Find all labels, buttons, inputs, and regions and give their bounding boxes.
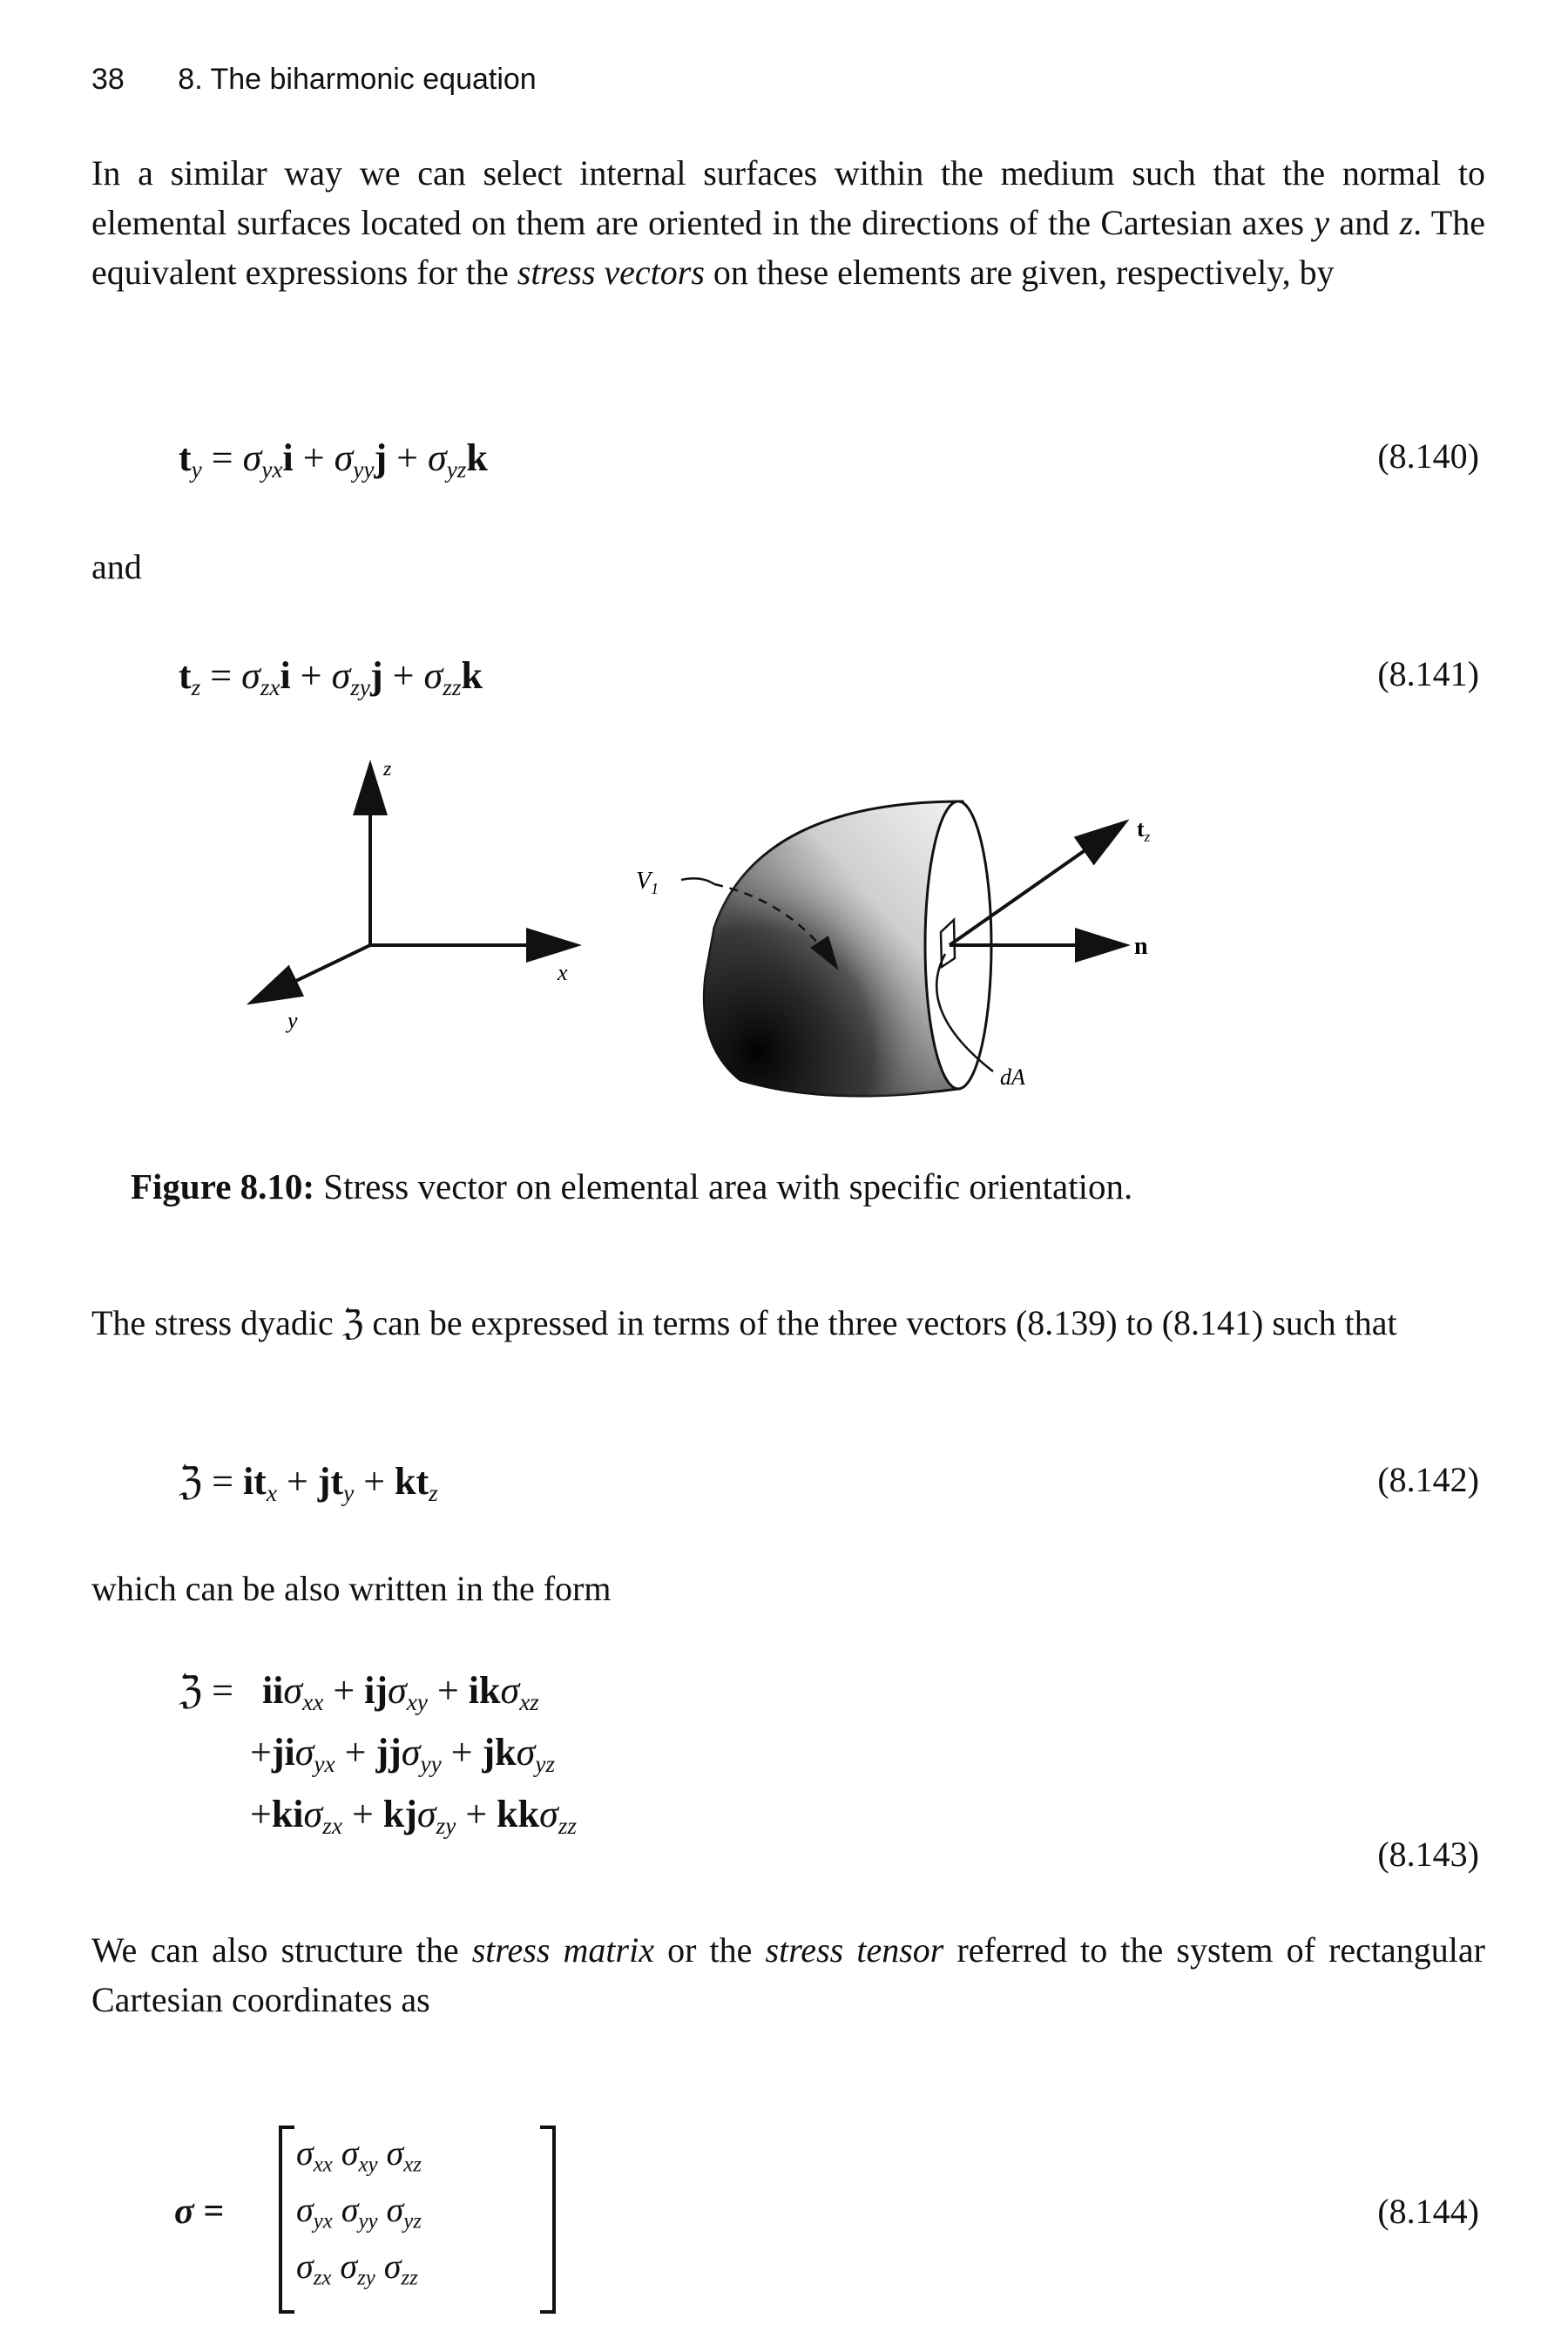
equation-number: (8.142)	[1377, 1460, 1479, 1499]
paragraph-dyadic: The stress dyadic ℨ can be expressed in terms of the three vectors (8.139) to (8.141) such that	[91, 1303, 1397, 1342]
label-tz: $t_z$	[1137, 816, 1151, 845]
connector-and: and	[91, 547, 142, 586]
equation-8-140: $t_y = \sigma_{yx}i + \sigma_{yy}j + \sigma_{yz}k$	[179, 436, 488, 483]
page-header	[91, 63, 537, 97]
figure-caption: Figure 8.10: Stress vector on elemental area with specific orientation.	[131, 1166, 1133, 1206]
paragraph-form: which can be also written in the form	[91, 1569, 612, 1608]
dyadic-symbol: ℨ	[341, 1303, 364, 1342]
term-stress-tensor: stress tensor	[765, 1930, 944, 1970]
equation-number: (8.141)	[1377, 654, 1479, 693]
page-number: 38	[91, 63, 125, 96]
axis-y-label: y	[287, 1008, 298, 1033]
equation-8-141: $t_z = \sigma_{zx}i + \sigma_{zy}j + \sigma_{zz}k$	[179, 654, 483, 701]
label-da: dA	[1000, 1064, 1025, 1090]
volume-body	[681, 801, 1124, 1096]
paragraph-tensor: We can also structure the stress matrix or the stress tensor referred to the system of rectangular Cartesian coordinates as	[91, 1930, 1485, 2019]
stress-vector-figure	[200, 749, 1472, 1141]
label-n: n	[1134, 933, 1148, 960]
equation-number: (8.144)	[1377, 2192, 1479, 2231]
equation-number: (8.140)	[1377, 436, 1479, 476]
axis-z-label: z	[383, 758, 392, 781]
paragraph-intro: In a similar way we can select internal surfaces within the medium such that the normal to elemental surfaces located on them are oriented in the directions of the Cartesian axes y and z. The equivalent expressions for the stress vectors on these elements are given, respectively, by	[91, 153, 1485, 292]
running-title: 8. The biharmonic equation	[178, 63, 537, 96]
equation-8-143: ℨ = iiσ$_{xx}$ + ijσ$_{xy}$ + ikσ$_{xz}$ +jiσ$_{yx}$ + jjσ$_{yy}$ + jkσ$_{yz}$ +kiσ$_{zx}$ + kjσ$_{zy}$ + kkσ$_{zz}$	[179, 1669, 578, 1840]
equation-8-142: ℨ = $it_x + jt_y + kt_z$	[179, 1460, 438, 1507]
coordinate-axes	[253, 758, 575, 1033]
term-stress-matrix: stress matrix	[471, 1930, 654, 1970]
equation-number: (8.143)	[1377, 1835, 1479, 1874]
axis-x-label: x	[558, 960, 568, 985]
term-stress-vectors: stress vectors	[517, 253, 705, 292]
label-v1: $V_1$	[636, 868, 659, 897]
